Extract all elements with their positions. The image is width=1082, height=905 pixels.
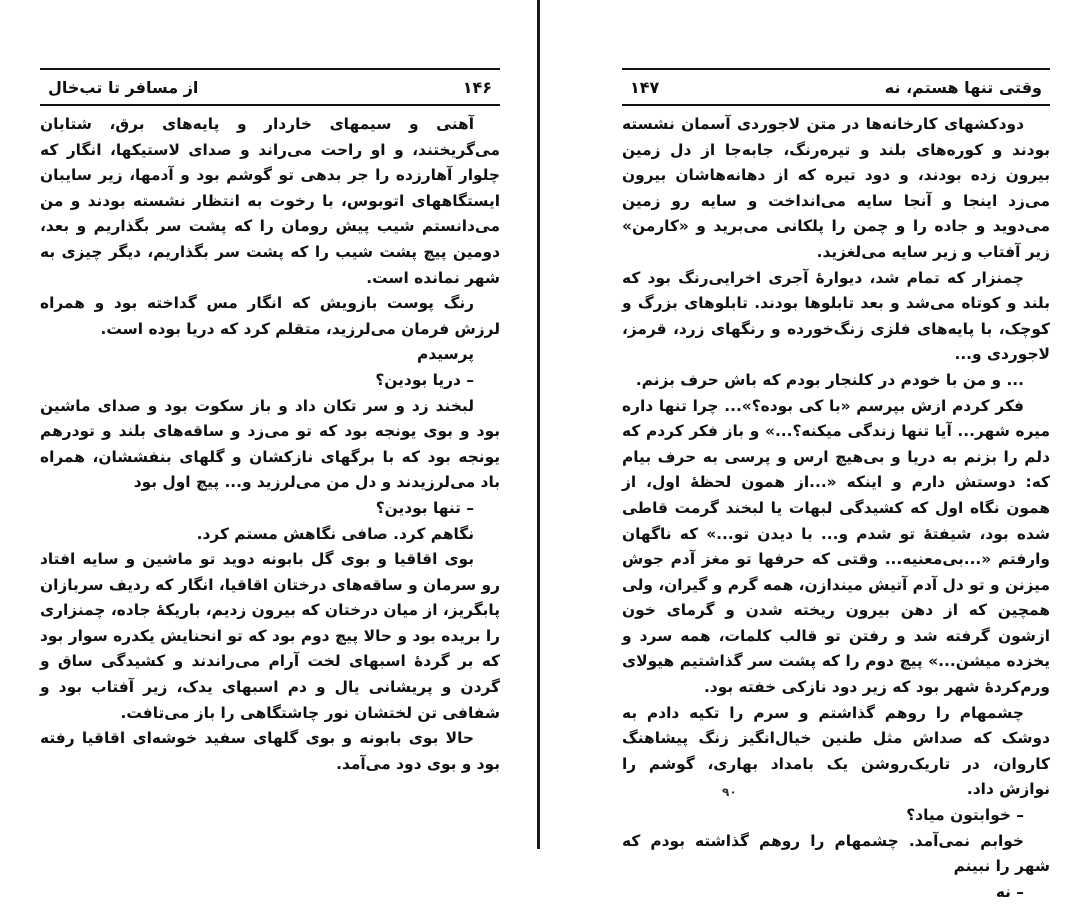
dialogue-line: – تنها بودین؟ [375, 498, 474, 517]
left-body-text [40, 112, 500, 777]
right-body-text [622, 112, 1050, 905]
right-page [622, 0, 1050, 901]
paragraph: پرسیدم [417, 345, 474, 364]
paragraph: بوی اقاقیا و بوی گل بابونه دوید تو ماشین و سایه افتاد رو سرمان و ساقه‌های درختان اقاقیا، انگار که ردیف سربازان پابگریز، از میان درختان که بیرون زدیم، باریکهٔ جاده، چمنزاری را بریده بود و حالا پیچ دوم بود که تو انحنایش یکدره سوار بود که بر گردهٔ اسبهای لخت آرام می‌راندند و کشیدگی ساق و گردن و پریشانی یال و دم اسبهای یدک، زیر آفتاب بود و شفافی تن لختشان نور چاشتگاهی را باز می‌تافت. [40, 550, 500, 722]
paragraph: آهنی و سیمهای خاردار و پایه‌های برق، شتابان می‌گریختند، و او راحت می‌راند و صدای لاستیکها، انگار که چلوار آهارزده را جر بدهی تو گوشم بود و آدمها، زیر سایبان ایستگاههای اتوبوس، با رخوت به انتظار نشسته بودند و من می‌دانستم شیب پیش رومان را که پشت سر بگذاریم و بعد، دومین پیچ پشت شیب را که پشت سر بگذاریم، دیگر چیزی به شهر نمانده است. [40, 115, 500, 287]
paragraph: دودکشهای کارخانه‌ها در متن لاجوردی آسمان نشسته بودند و کوره‌های بلند و تیره‌رنگ، جابه‌جا از دل زمین بیرون زده بودند، و دود تیره که از دهانه‌هاشان بیرون می‌زد اینجا و آنجا سایه می‌انداخت و سایه رو زمین می‌دوید و جاده را و چمن را پلکانی می‌برید و «کارمن» زیر آفتاب و زیر سایه می‌لغزید. [622, 115, 1050, 261]
left-page [40, 0, 500, 849]
right-page-number: ۱۴۷ [630, 77, 660, 97]
paragraph: فکر کردم ازش بپرسم «با کی بوده؟»... چرا تنها داره میره شهر... آیا تنها زندگی میکنه؟...» و باز فکر کردم که دلم را بزنم به دریا و بی‌هیچ ارس و پرسی به حرف بیام که: دوستش دارم و اینکه «...از همون لحظهٔ اول، از همون نگاه اول که کشیدگی لبهات یا لبخند گرمت قاطی شده بود، شیفتهٔ تو شدم و... با دیدن تو...» که ناگهان وارفتم «...بی‌معنیه... وقتی که حرفها تو مغز آدم جوش میزنن و تو دل آدم آتیش میندازن، همه گرم و گیران، ولی همچین که از دهن بیرون ریخته شدن و گرمای خون ازشون گرفته شد و رفتن تو قالب کلمات، همه سرد و یخزده میشن...» پیچ دوم را که پشت سر گذاشتیم هیولای ورم‌کردهٔ شهر بود که زیر دود نازکی خفته بود. [622, 396, 1050, 697]
left-page-number: ۱۴۶ [462, 77, 492, 97]
dialogue-line: – نه [995, 882, 1024, 901]
dialogue-line: – دریا بودین؟ [375, 370, 474, 389]
paragraph: لبخند زد و سر تکان داد و باز سکوت بود و صدای ماشین بود و بوی یونجه بود که تو می‌زد و ساقه‌های بلند و تودرهم یونجه بود که با برگهای نازکشان و گلهای بنفششان، همراه باد می‌لرزیدند و دل من می‌لرزید و... پیچ اول بود [40, 396, 500, 492]
left-running-head [40, 68, 500, 106]
folio-mark: ۹۰ [722, 785, 737, 799]
paragraph: رنگ پوست بازویش که انگار مس گداخته بود و همراه لرزش فرمان می‌لرزید، متقلم کرد که دریا بوده است. [40, 294, 500, 338]
paragraph: حالا بوی بابونه و بوی گلهای سفید خوشه‌ای اقاقیا رفته بود و بوی دود می‌آمد. [40, 729, 500, 773]
page-gutter-divider [537, 0, 540, 849]
dialogue-line: – خوابتون میاد؟ [906, 806, 1024, 825]
left-running-title: از مسافر تا تب‌خال [48, 77, 199, 97]
paragraph: خوابم نمی‌آمد. چشمهام را روهم گذاشته بودم که شهر را نبینم [622, 831, 1050, 876]
paragraph: چمنزار که تمام شد، دیوارهٔ آجری اخرایی‌رنگ بود که بلند و کوتاه می‌شد و بعد تابلوها بودند. تابلوهای بزرگ و کوچک، با پایه‌های فلزی زنگ‌خورده و رنگهای زرد، قرمز، لاجوردی و... [622, 268, 1050, 364]
right-running-title: وقتی تنها هستم، نه [884, 77, 1042, 97]
paragraph: چشمهام را روهم گذاشتم و سرم را تکیه دادم به دوشک که صداش مثل طنین خیال‌انگیز زنگ پیشاهنگ کاروان، در تاریک‌روشن یک بامداد بهاری، گوشم را نوازش داد. [622, 703, 1050, 799]
paragraph: نگاهم کرد. صافی نگاهش مستم کرد. [196, 524, 474, 543]
paragraph: ... و من با خودم در کلنجار بودم که باش حرف بزنم. [635, 370, 1024, 389]
right-running-head [622, 68, 1050, 106]
